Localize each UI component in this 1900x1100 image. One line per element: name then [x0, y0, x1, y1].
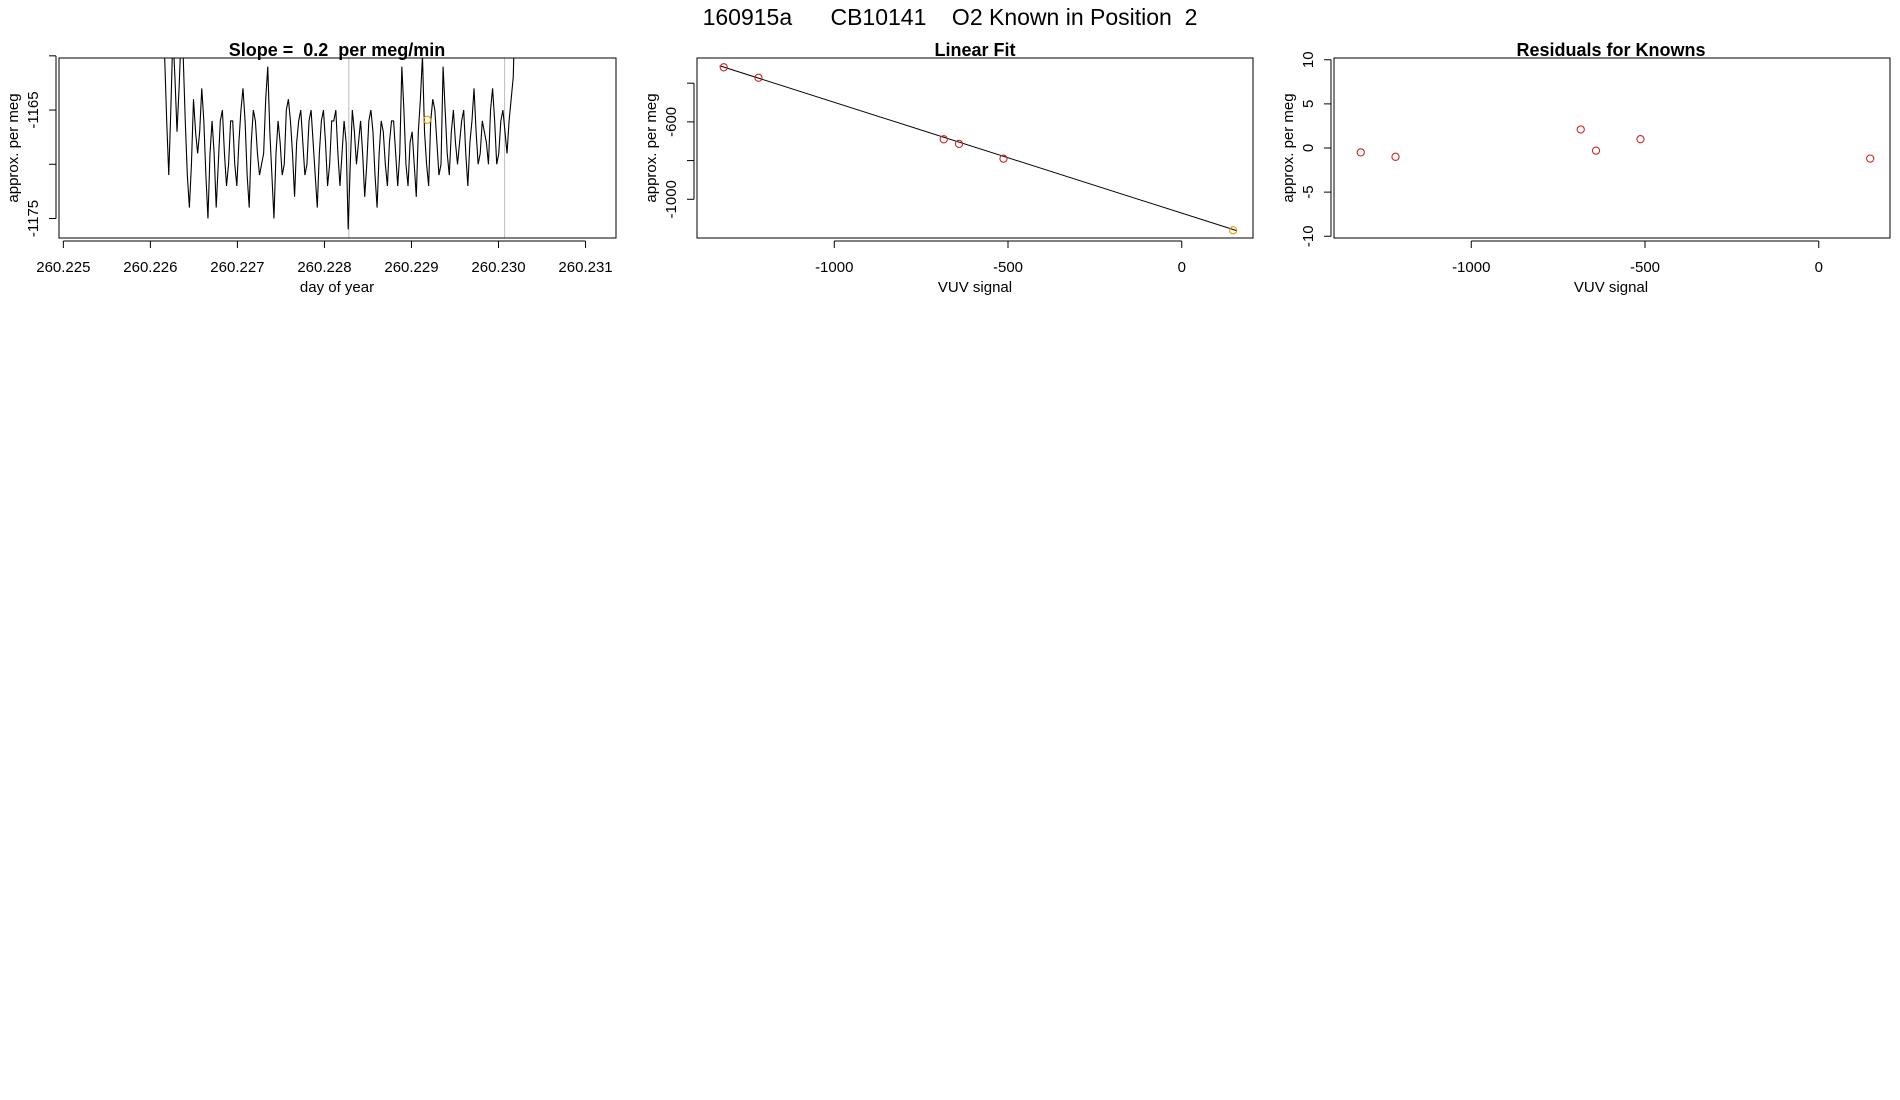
linear-fit-panel [643, 40, 1253, 296]
residuals-data-point [1577, 126, 1584, 133]
linear-fit-data-point [955, 140, 962, 147]
timeseries-x-tick-label: 260.229 [384, 259, 439, 276]
residuals-y-tick-label: 10 [1300, 51, 1317, 69]
timeseries-y-axis-label: approx. per meg [5, 93, 22, 203]
timeseries-panel [5, 0, 616, 296]
residuals-x-tick-label: 0 [1814, 259, 1823, 276]
timeseries-series-line [163, 0, 516, 229]
linear-fit-x-tick-label: -1000 [815, 259, 854, 276]
linear-fit-fit-line [720, 66, 1237, 231]
timeseries-y-tick-label: -1165 [25, 91, 42, 129]
residuals-data-point [1637, 136, 1644, 143]
residuals-data-point [1592, 147, 1599, 154]
residuals-y-tick-label: 5 [1300, 99, 1317, 109]
linear-fit-plot-area [720, 64, 1237, 234]
timeseries-x-tick-label: 260.225 [36, 259, 91, 276]
timeseries-plot-area [163, 0, 516, 238]
residuals-y-tick-label: 0 [1300, 143, 1317, 153]
timeseries-x-tick-label: 260.231 [558, 259, 613, 276]
residuals-title: Residuals for Knowns [1516, 40, 1706, 60]
residuals-y-tick-label: -10 [1300, 225, 1317, 248]
residuals-x-axis-label: VUV signal [1573, 279, 1649, 296]
linear-fit-x-axis-label: VUV signal [937, 279, 1013, 296]
timeseries-y-tick-label: -1175 [25, 199, 42, 238]
residuals-y-tick-label: -5 [1300, 185, 1317, 199]
residuals-x-tick-label: -1000 [1452, 259, 1491, 276]
linear-fit-y-tick-label: -600 [663, 106, 680, 137]
linear-fit-y-axis-label: approx. per meg [643, 93, 660, 203]
timeseries-x-tick-label: 260.228 [297, 259, 352, 276]
linear-fit-title: Linear Fit [934, 40, 1016, 60]
residuals-data-point [1867, 155, 1874, 162]
residuals-y-axis-label: approx. per meg [1280, 93, 1297, 203]
timeseries-x-tick-label: 260.227 [210, 259, 265, 276]
timeseries-title: Slope = 0.2 per meg/min [228, 40, 446, 60]
timeseries-x-tick-label: 260.226 [123, 259, 178, 276]
linear-fit-y-tick-label: -1000 [663, 180, 680, 219]
residuals-panel [1280, 40, 1890, 296]
linear-fit-x-tick-label: 0 [1177, 259, 1186, 276]
residuals-plot-frame [1334, 58, 1890, 238]
timeseries-x-axis-label: day of year [299, 279, 375, 296]
figure-main-title: 160915a CB10141 O2 Known in Position 2 [702, 4, 1198, 30]
residuals-plot-area [1357, 126, 1874, 162]
residuals-data-point [1357, 149, 1364, 156]
timeseries-x-tick-label: 260.230 [471, 259, 526, 276]
linear-fit-x-tick-label: -500 [992, 259, 1024, 276]
residuals-data-point [1392, 153, 1399, 160]
residuals-x-tick-label: -500 [1629, 259, 1661, 276]
